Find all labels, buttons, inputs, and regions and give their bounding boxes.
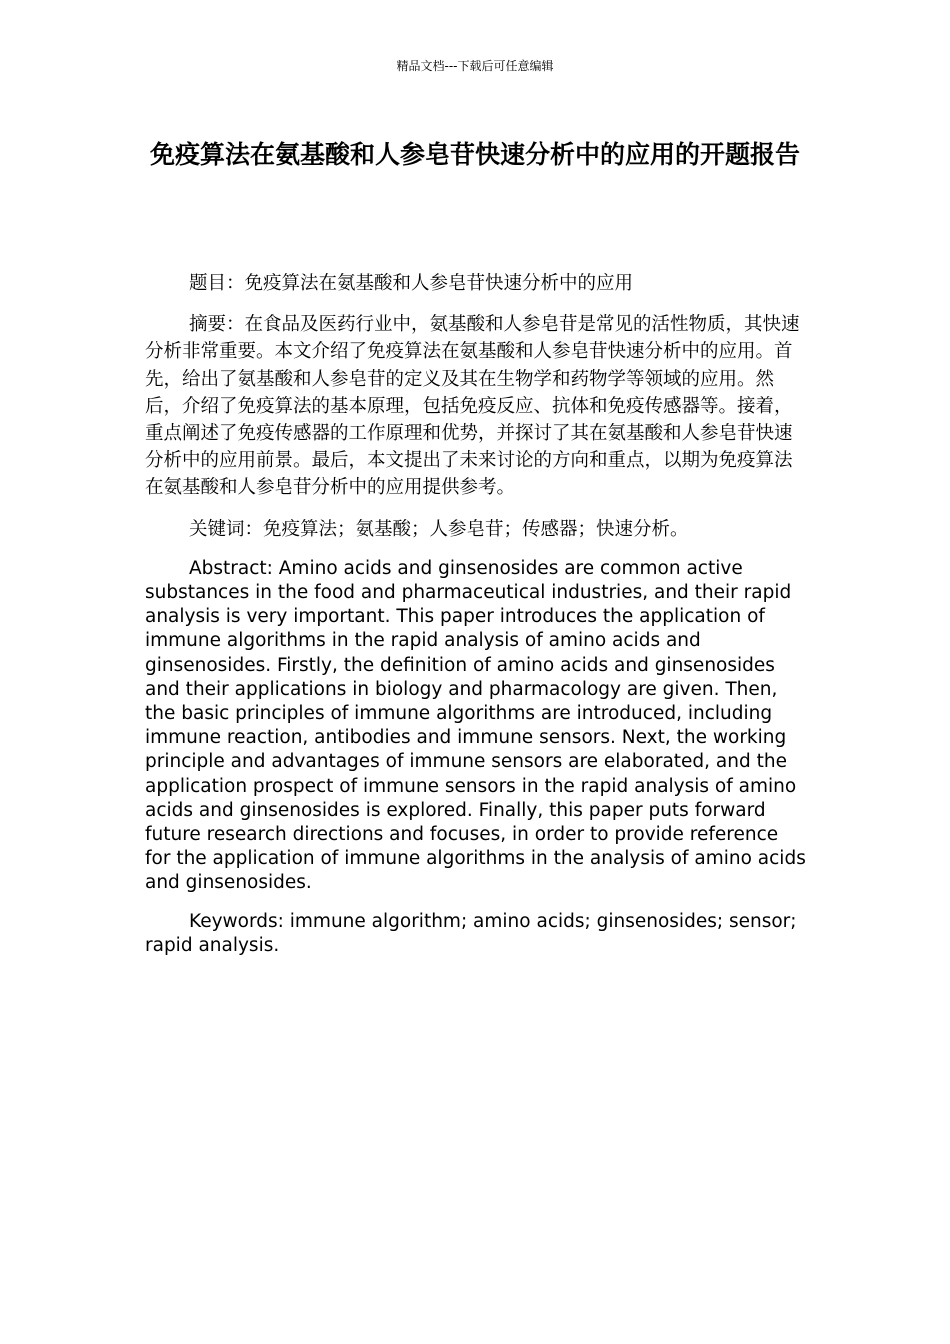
document-body [145, 270, 807, 972]
abstract-cn-paragraph [145, 311, 807, 501]
keywords-cn-text: 免疫算法；氨基酸；人参皂苷；传感器；快速分析。 [263, 518, 689, 540]
keywords-cn-paragraph [145, 516, 807, 543]
document-title: 免疫算法在氨基酸和人参皂苷快速分析中的应用的开题报告 [149, 140, 800, 169]
topic-paragraph [145, 270, 807, 297]
abstract-cn-text: 在食品及医药行业中，氨基酸和人参皂苷是常见的活性物质，其快速分析非常重要。本文介绍了免疫算法在氨基酸和人参皂苷快速分析中的应用。首先，给出了氨基酸和人参皂苷的定义及其在生物学和药物学等领域的应用。然后，介绍了免疫算法的基本原理，包括免疫反应、抗体和免疫传感器等。接着，重点阐述了免疫传感器的工作原理和优势，并探讨了其在氨基酸和人参皂苷快速分析中的应用前景。最后，本文提出了未来讨论的方向和重点，以期为免疫算法在氨基酸和人参皂苷分析中的应用提供参考。 [145, 314, 800, 499]
keywords-en-label: Keywords: [189, 910, 290, 932]
keywords-cn-label: 关键词： [189, 518, 264, 540]
abstract-en-label: Abstract: [189, 557, 279, 579]
keywords-en-text: immune algorithm; amino acids; ginsenosides; sensor; rapid analysis. [145, 910, 797, 956]
keywords-en-paragraph [145, 910, 807, 958]
abstract-en-text: Amino acids and ginsenosides are common active substances in the food and pharmaceutical industries, and their rapid analysis is very important. This paper introduces the application of immune algorithms in the rapid analysis of amino acids and ginsenosides. Firstly, the definition of amino acids and ginsenosides and their applications in biology and pharmacology are given. Then, the basic principles of immune algorithms are introduced, including immune reaction, antibodies and immune sensors. Next, the working principle and advantages of immune sensors are elaborated, and the application prospect of immune sensors in the rapid analysis of amino acids and ginsenosides is explored. Finally, this paper puts forward future research directions and focuses, in order to provide reference for the application of immune algorithms in the analysis of amino acids and ginsenosides. [145, 557, 806, 894]
abstract-en-paragraph [145, 557, 807, 896]
abstract-cn-label: 摘要： [189, 314, 245, 336]
topic-label: 题目： [189, 273, 245, 294]
topic-text: 免疫算法在氨基酸和人参皂苷快速分析中的应用 [244, 273, 634, 294]
header-note: 精品文档---下载后可任意编辑 [396, 59, 554, 73]
